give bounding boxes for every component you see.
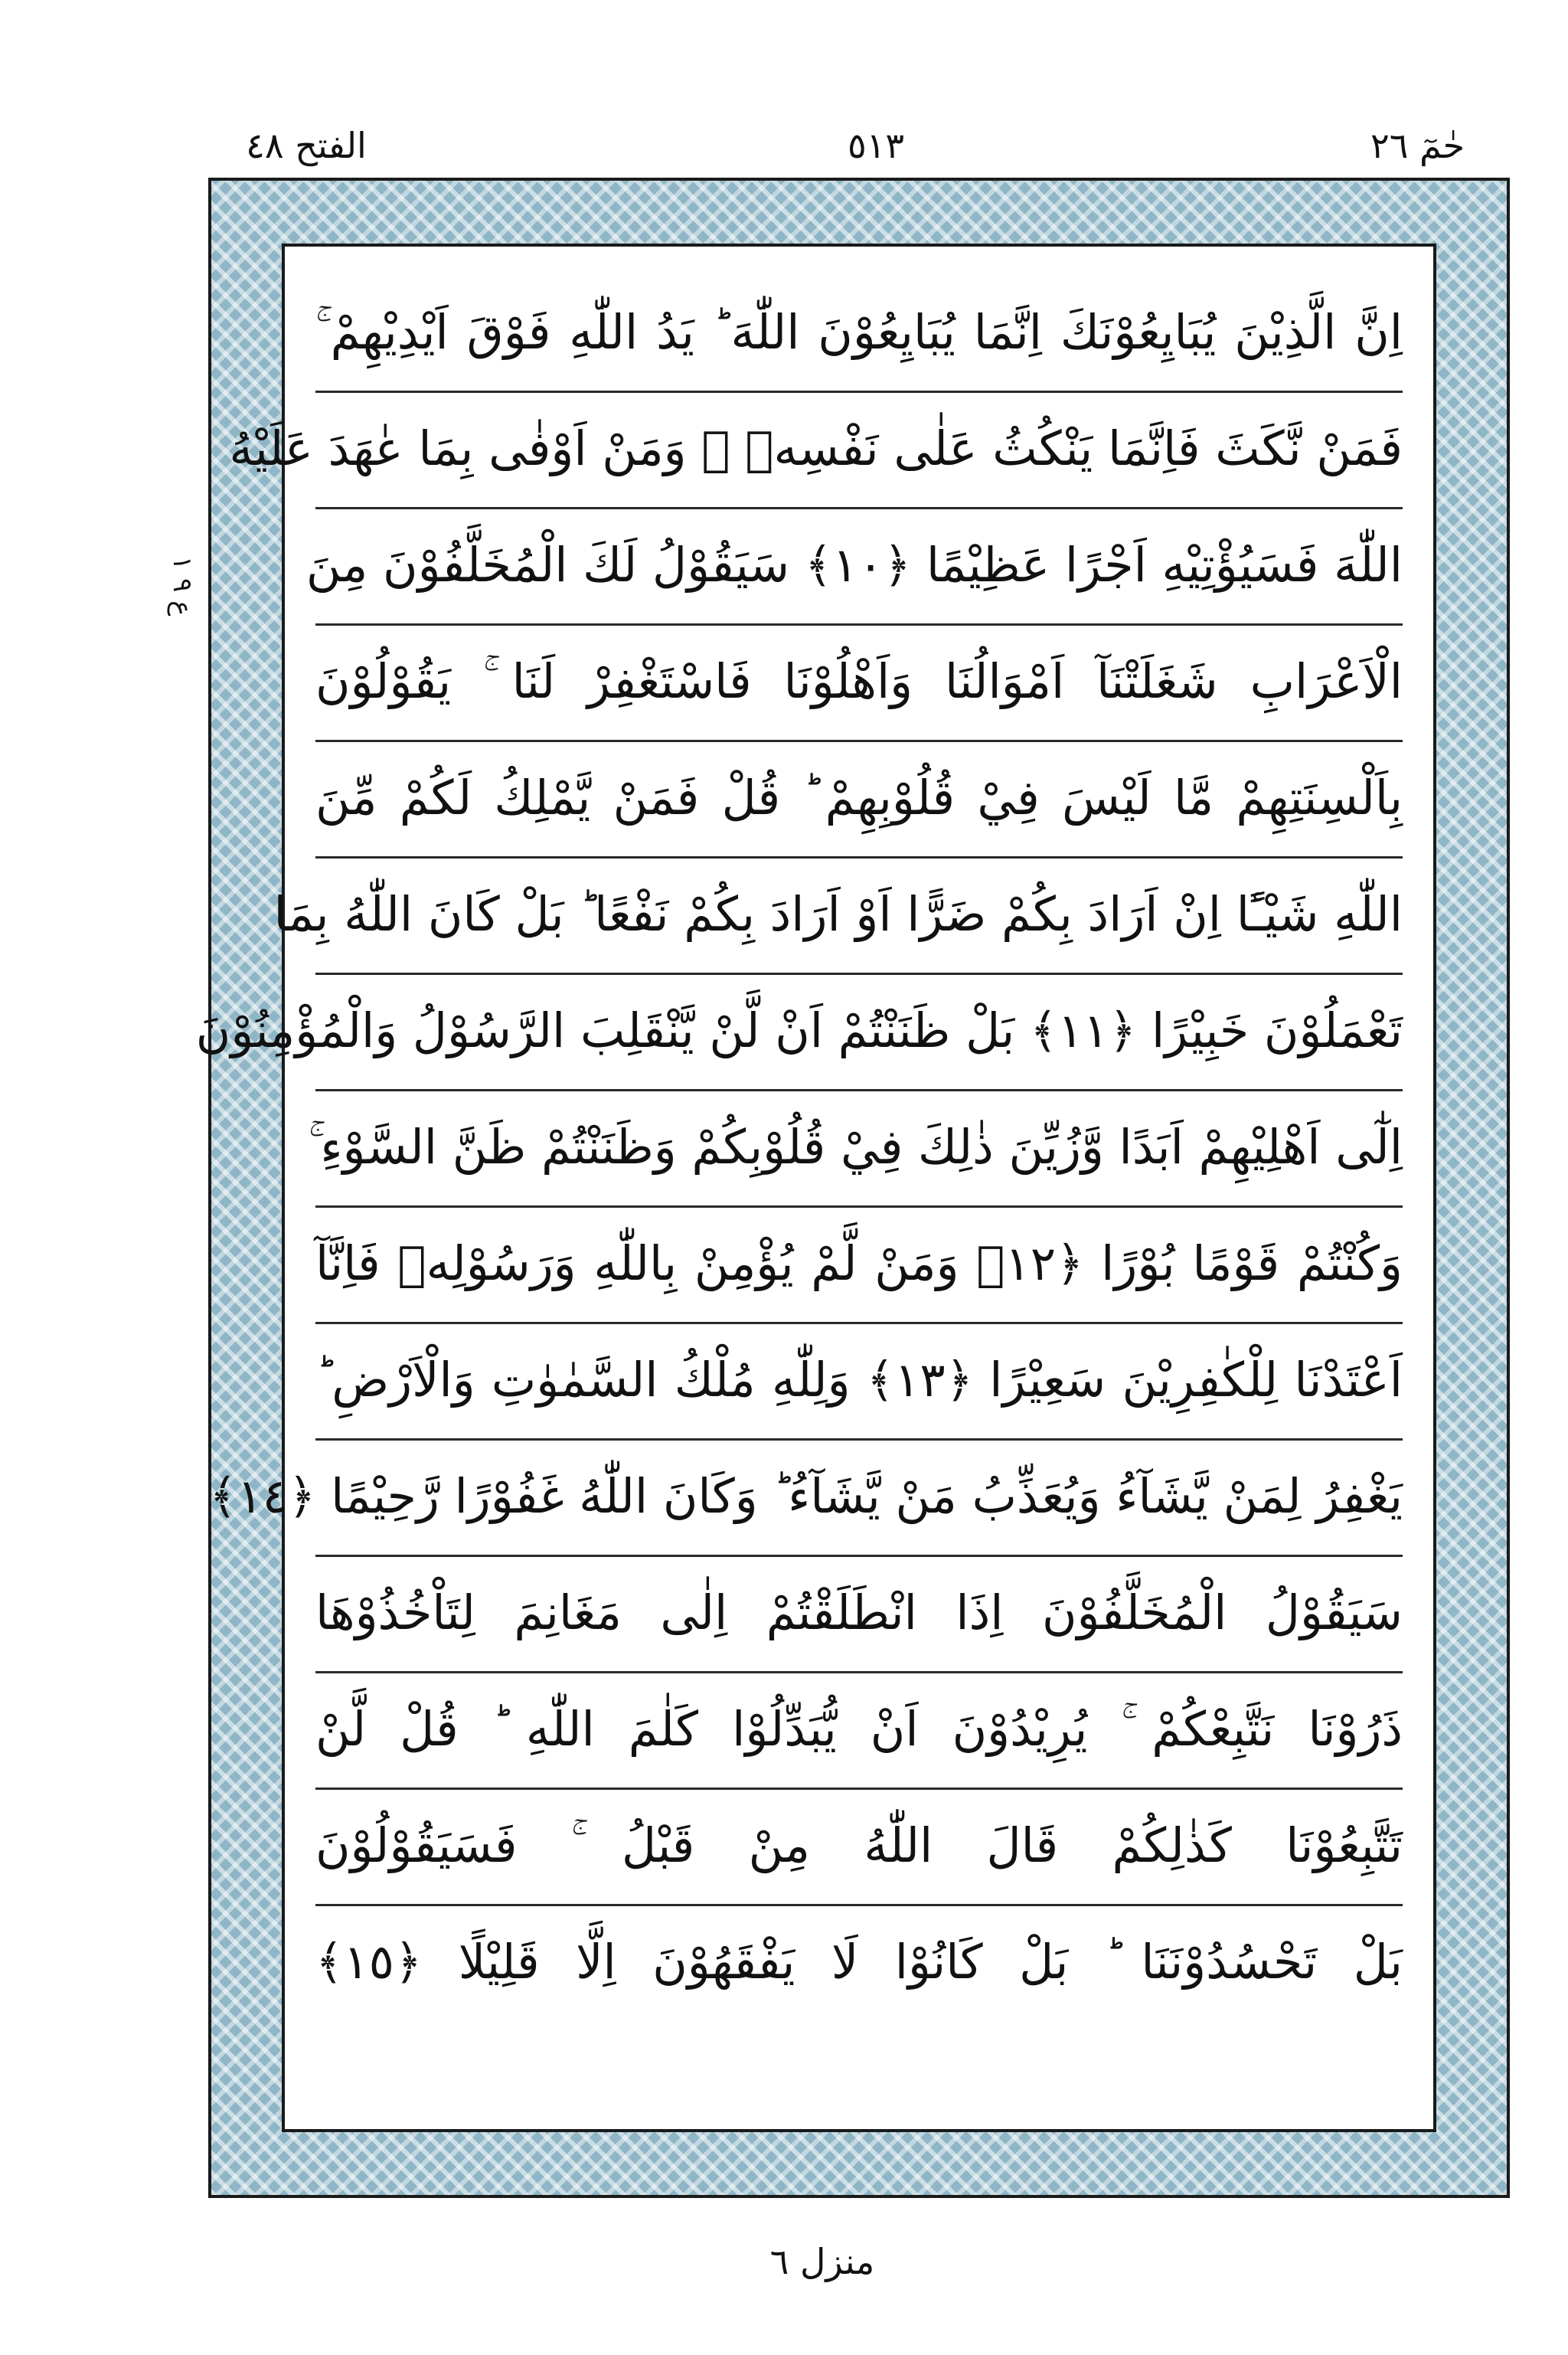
verse-line: ذَرُوْنَا نَتَّبِعْكُمْ ۚ يُرِيْدُوْنَ اَنْ يُّبَدِّلُوْا كَلٰمَ اللّٰهِ ؕ قُلْ لَّنْ [315,1701,1403,1757]
manzil-label: منزل ٦ [769,2241,875,2282]
ruku-marker: ع ٩ ١ [167,555,198,617]
page-number: ٥١٣ [847,125,905,166]
surah-label: الفتح ٤٨ [246,125,367,166]
verse-line: فَمَنْ نَّكَثَ فَاِنَّمَا يَنْكُثُ عَلٰى نَفْسِهٖ ۚ وَمَنْ اَوْفٰى بِمَا عٰهَدَ عَلَيْهُ [229,420,1403,476]
verse-line: اللّٰهَ فَسَيُؤْتِيْهِ اَجْرًا عَظِيْمًا ﴿١٠﴾ سَيَقُوْلُ لَكَ الْمُخَلَّفُوْنَ مِنَ [305,537,1403,593]
verse-line: بَلْ تَحْسُدُوْنَنَا ؕ بَلْ كَانُوْا لَا يَفْقَهُوْنَ اِلَّا قَلِيْلًا ﴿١٥﴾ [315,1934,1403,1990]
verse-line: الْاَعْرَابِ شَغَلَتْنَآ اَمْوَالُنَا وَاَهْلُوْنَا فَاسْتَغْفِرْ لَنَا ۚ يَقُوْلُوْنَ [315,653,1403,709]
verse-line: اِلٰٓى اَهْلِيْهِمْ اَبَدًا وَّزُيِّنَ ذٰلِكَ فِيْ قُلُوْبِكُمْ وَظَنَنْتُمْ ظَنَّ السَّوْءِ ۚ [308,1119,1403,1175]
decorative-border [195,178,1510,2198]
verse-line: سَيَقُوْلُ الْمُخَلَّفُوْنَ اِذَا انْطَلَقْتُمْ اِلٰى مَغَانِمَ لِتَاْخُذُوْهَا [315,1585,1403,1640]
verse-line: وَكُنْتُمْ قَوْمًا بُوْرًا ﴿١٢﴾ وَمَنْ لَّمْ يُؤْمِنْ بِاللّٰهِ وَرَسُوْلِهٖ فَاِنَّآ [315,1235,1403,1291]
verse-line: تَعْمَلُوْنَ خَبِيْرًا ﴿١١﴾ بَلْ ظَنَنْتُمْ اَنْ لَّنْ يَّنْقَلِبَ الرَّسُوْلُ وَالْمُؤْمِنُوْنَ [195,1003,1403,1058]
verse-line: اَعْتَدْنَا لِلْكٰفِرِيْنَ سَعِيْرًا ﴿١٣﴾ وَلِلّٰهِ مُلْكُ السَّمٰوٰتِ وَالْاَرْضِ ؕ [315,1352,1403,1408]
verse-line: يَغْفِرُ لِمَنْ يَّشَآءُ وَيُعَذِّبُ مَنْ يَّشَآءُ ؕ وَكَانَ اللّٰهُ غَفُوْرًا رَّحِيْمًا ﴿١٤﴾ [209,1468,1403,1524]
verse-line: تَتَّبِعُوْنَا كَذٰلِكُمْ قَالَ اللّٰهُ مِنْ قَبْلُ ۚ فَسَيَقُوْلُوْنَ [315,1817,1403,1873]
verse-line: اِنَّ الَّذِيْنَ يُبَايِعُوْنَكَ اِنَّمَا يُبَايِعُوْنَ اللّٰهَ ؕ يَدُ اللّٰهِ فَوْقَ اَيْدِيْهِمْ ۚ [315,304,1403,360]
verse-line: اللّٰهِ شَيْـًٔا اِنْ اَرَادَ بِكُمْ ضَرًّا اَوْ اَرَادَ بِكُمْ نَفْعًا ؕ بَلْ كَانَ اللّٰهُ بِمَا [273,886,1403,942]
text-panel [195,244,1436,2132]
juz-label: حٰمٓ ٢٦ [1370,125,1465,166]
verse-line: بِاَلْسِنَتِهِمْ مَّا لَيْسَ فِيْ قُلُوْبِهِمْ ؕ قُلْ فَمَنْ يَّمْلِكُ لَكُمْ مِّنَ [315,770,1403,826]
